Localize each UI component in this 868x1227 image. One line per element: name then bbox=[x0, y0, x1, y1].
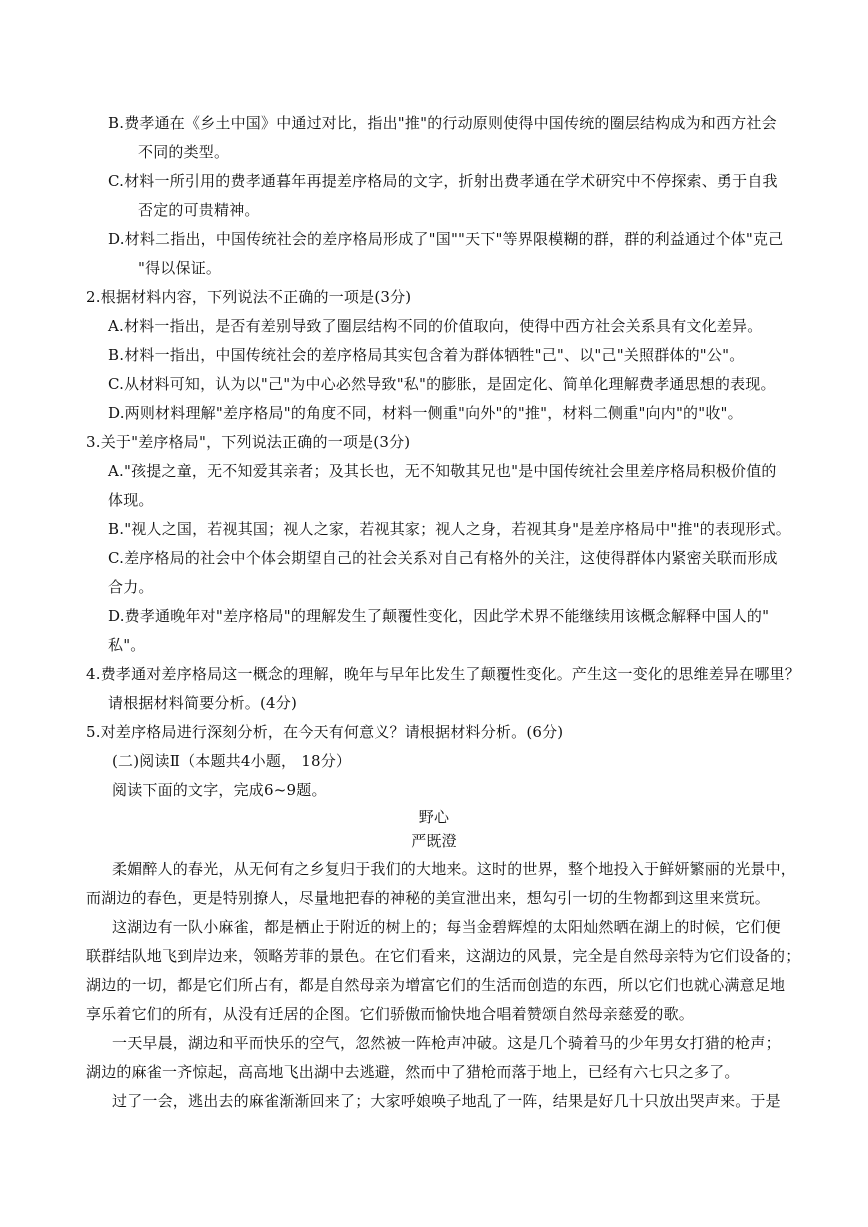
q5-text: 5.对差序格局进行深刻分析，在今天有何意义？请根据材料分析。(6分) bbox=[86, 723, 564, 741]
q1-option-d-line1: D.材料二指出，中国传统社会的差序格局形成了"国""天下"等界限模糊的群，群的利益通过个体"克己 bbox=[108, 230, 784, 248]
q3-option-a-line1: A."孩提之童，无不知爱其亲者；及其长也，无不知敬其兄也"是中国传统社会里差序格局积极价值的 bbox=[108, 462, 777, 480]
story-paragraph-2-line4: 享乐着它们的所有，从没有迁居的企图。它们骄傲而愉快地合唱着赞颂自然母亲慈爱的歌。 bbox=[86, 1005, 695, 1023]
story-paragraph-2-line3: 湖边的一切，都是它们所占有，都是自然母亲为增富它们的生活而创造的东西，所以它们也就心满意足地 bbox=[86, 976, 786, 994]
q1-option-b-line1: B.费孝通在《乡土中国》中通过对比，指出"推"的行动原则使得中国传统的圈层结构成为和西方社会 bbox=[108, 114, 777, 132]
q2-option-b: B.材料一指出，中国传统社会的差序格局其实包含着为群体牺牲"己"、以"己"关照群体的"公"。 bbox=[108, 346, 745, 364]
story-paragraph-2-line1: 这湖边有一队小麻雀，都是栖止于附近的树上的；每当金碧辉煌的太阳灿然晒在湖上的时候，它们便 bbox=[112, 918, 781, 936]
q3-option-c-line2: 合力。 bbox=[108, 578, 154, 596]
section-instruction: 阅读下面的文字，完成6~9题。 bbox=[112, 781, 327, 799]
q4-line2: 请根据材料简要分析。(4分) bbox=[108, 694, 298, 712]
q3-option-d-line2: 私"。 bbox=[108, 636, 146, 654]
q1-option-b-line2: 不同的类型。 bbox=[138, 143, 230, 161]
q3-stem: 3.关于"差序格局"，下列说法正确的一项是(3分) bbox=[86, 433, 411, 451]
story-title: 野心 bbox=[418, 808, 450, 826]
story-paragraph-2-line2: 联群结队地飞到岸边来，领略芳菲的景色。在它们看来，这湖边的风景，完全是自然母亲特为它们设备的； bbox=[86, 947, 801, 965]
story-paragraph-1-line1: 柔媚醉人的春光，从无何有之乡复归于我们的大地来。这时的世界，整个地投入于鲜妍繁丽的光景中， bbox=[112, 860, 797, 878]
q2-option-a: A.材料一指出，是否有差别导致了圈层结构不同的价值取向，使得中西方社会关系具有文化差异。 bbox=[108, 317, 763, 335]
q1-option-c-line2: 否定的可贵精神。 bbox=[138, 201, 260, 219]
story-author: 严既澄 bbox=[411, 832, 457, 850]
story-paragraph-4-line1: 过了一会，逃出去的麻雀渐渐回来了；大家呼娘唤子地乱了一阵，结果是好几十只放出哭声来。于是 bbox=[112, 1092, 781, 1110]
story-paragraph-1-line2: 而湖边的春色，更是特别撩人，尽量地把春的神秘的美宣泄出来，想勾引一切的生物都到这里来赏玩。 bbox=[86, 889, 771, 907]
q3-option-d-line1: D.费孝通晚年对"差序格局"的理解发生了颠覆性变化，因此学术界不能继续用该概念解释中国人的" bbox=[108, 607, 770, 625]
story-paragraph-3-line2: 湖边的麻雀一齐惊起，高高地飞出湖中去逃避，然而中了猎枪而落于地上，已经有六七只之多了。 bbox=[86, 1063, 740, 1081]
story-paragraph-3-line1: 一天早晨，湖边和平而快乐的空气，忽然被一阵枪声冲破。这是几个骑着马的少年男女打猎的枪声； bbox=[112, 1034, 781, 1052]
q1-option-d-line2: "得以保证。 bbox=[138, 259, 222, 277]
q3-option-b: B."视人之国，若视其国；视人之家，若视其家；视人之身，若视其身"是差序格局中"推"的表现形式。 bbox=[108, 520, 791, 538]
q4-line1: 4.费孝通对差序格局这一概念的理解，晚年与早年比发生了颠覆性变化。产生这一变化的思维差异在哪里？ bbox=[86, 665, 800, 683]
q3-option-a-line2: 体现。 bbox=[108, 491, 154, 509]
q1-option-c-line1: C.材料一所引用的费孝通暮年再提差序格局的文字，折射出费孝通在学术研究中不停探索、勇于自我 bbox=[108, 172, 778, 190]
q2-option-c: C.从材料可知，认为以"己"为中心必然导致"私"的膨胀，是固定化、简单化理解费孝通思想的表现。 bbox=[108, 375, 776, 393]
q2-stem: 2.根据材料内容，下列说法不正确的一项是(3分) bbox=[86, 288, 412, 306]
q2-option-d: D.两则材料理解"差序格局"的角度不同，材料一侧重"向外"的"推"，材料二侧重"向内"的"收"。 bbox=[108, 404, 743, 422]
q3-option-c-line1: C.差序格局的社会中个体会期望自己的社会关系对自己有格外的关注，这使得群体内紧密关联而形成 bbox=[108, 549, 778, 567]
section-heading: (二)阅读Ⅱ（本题共4小题， 18分） bbox=[112, 752, 352, 770]
